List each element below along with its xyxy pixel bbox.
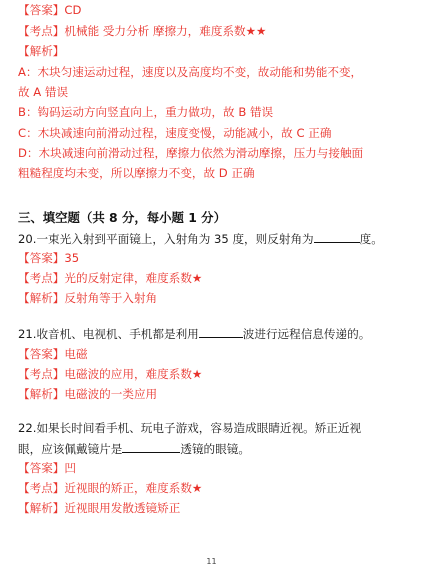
q22-stem-line2 — [18, 440, 415, 457]
page-number: 11 — [206, 557, 217, 566]
q19-analysis-a-line1: A：木块匀速运动过程，速度以及高度均不变，故动能和势能不变， — [18, 65, 363, 79]
q20-blank — [314, 230, 360, 243]
section-title: 三、填空题（共 8 分，每小题 1 分） — [18, 210, 226, 225]
q20-answer: 【答案】35 — [18, 251, 80, 265]
q21-stem-text: 21.收音机、电视机、手机都是利用 — [18, 327, 199, 341]
q21-points: 【考点】电磁波的应用，难度系数★ — [18, 367, 203, 381]
q19-points: 【考点】机械能 受力分析 摩擦力，难度系数★★ — [18, 24, 267, 38]
q22-stem-suffix: 透镜的眼镜。 — [180, 442, 250, 456]
q19-analysis-d-line2: 粗糙程度均未变，所以摩擦力不变，故 D 正确 — [18, 166, 255, 180]
q22-analysis: 【解析】近视眼用发散透镜矫正 — [18, 501, 181, 515]
q19-analysis-d-line1: D：木块减速向前滑动过程，摩擦力依然为滑动摩擦，压力与接触面 — [18, 146, 364, 160]
q22-stem-line1: 22.如果长时间看手机、玩电子游戏，容易造成眼睛近视。矫正近视 — [18, 421, 362, 435]
q19-analysis-a-line2: 故 A 错误 — [18, 85, 69, 99]
q20-stem-suffix: 度。 — [359, 232, 383, 246]
q21-blank — [199, 325, 243, 338]
q20-stem — [18, 230, 415, 247]
q22-blank — [122, 440, 180, 453]
q21-stem — [18, 325, 415, 342]
q22-answer: 【答案】凹 — [18, 461, 76, 475]
q21-answer: 【答案】电磁 — [18, 347, 88, 361]
q21-stem-suffix: 波进行远程信息传递的。 — [242, 327, 371, 341]
q22-stem-text: 眼，应该佩戴镜片是 — [18, 442, 123, 456]
q20-analysis: 【解析】反射角等于入射角 — [18, 291, 158, 305]
q19-analysis-label: 【解析】 — [18, 44, 65, 58]
q20-points: 【考点】光的反射定律，难度系数★ — [18, 271, 203, 285]
q19-analysis-b: B：钩码运动方向竖直向上，重力做功，故 B 错误 — [18, 105, 274, 119]
q20-stem-text: 20.一束光入射到平面镜上，入射角为 35 度，则反射角为 — [18, 232, 314, 246]
q21-analysis: 【解析】电磁波的一类应用 — [18, 387, 158, 401]
q19-answer: 【答案】CD — [18, 3, 82, 17]
q22-points: 【考点】近视眼的矫正，难度系数★ — [18, 481, 203, 495]
q19-analysis-c: C：木块减速向前滑动过程，速度变慢，动能减小，故 C 正确 — [18, 126, 332, 140]
